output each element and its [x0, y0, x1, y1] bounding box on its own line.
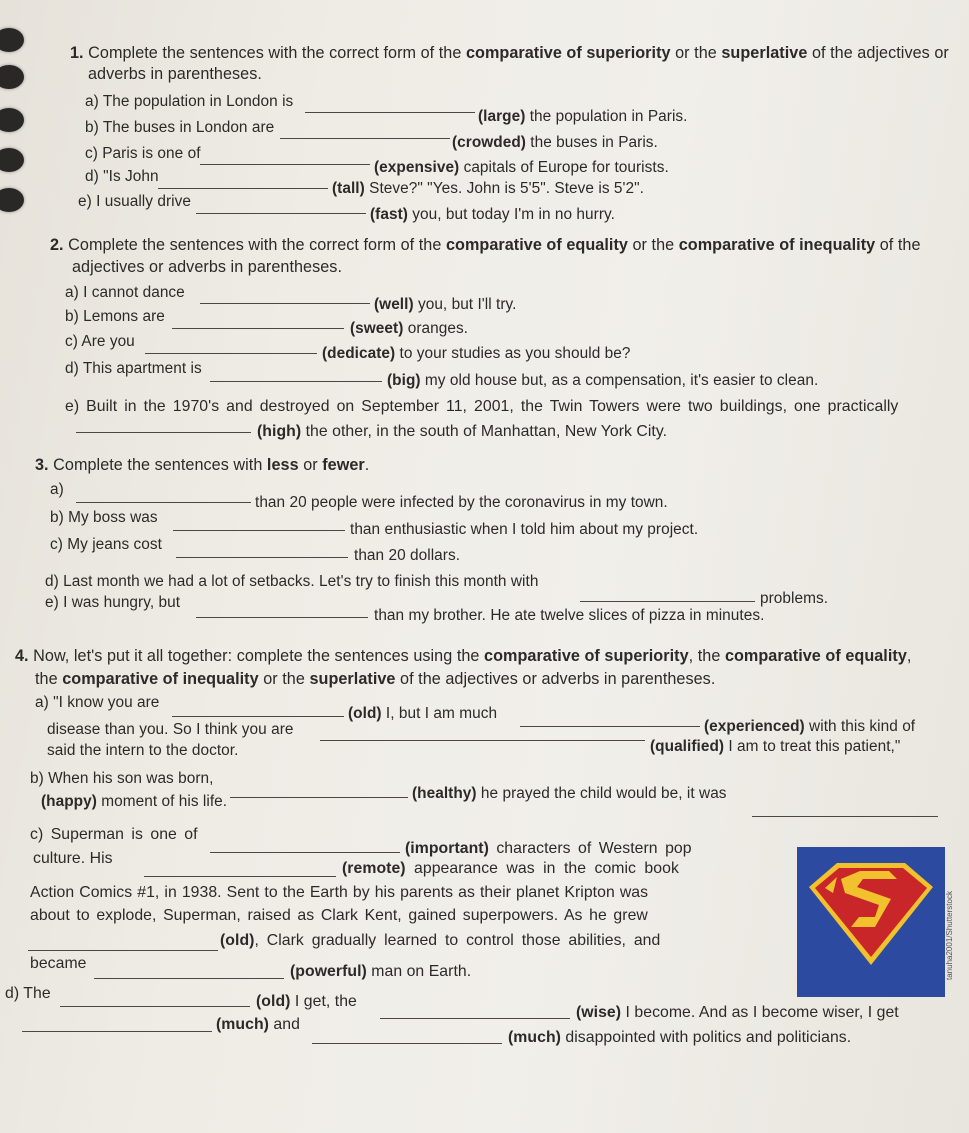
image-credit: tanuha2001/Shutterstock — [945, 891, 954, 980]
exercise-number: 2. — [50, 236, 64, 254]
sentence-3d-end: problems. — [760, 590, 829, 607]
sentence-4c: c) Superman is one of — [30, 826, 198, 843]
sentence-1a: a) The population in London is — [85, 93, 294, 110]
sentence-3b-end: than enthusiastic when I told him about my project. — [350, 521, 699, 538]
answer-blank[interactable] — [320, 740, 645, 741]
exercise-3-title: 3. Complete the sentences with less or fewer. — [35, 456, 370, 474]
answer-blank[interactable] — [172, 716, 344, 717]
answer-blank[interactable] — [752, 816, 938, 817]
sentence-2c: c) Are you — [65, 333, 135, 350]
answer-blank[interactable] — [22, 1031, 212, 1032]
sentence-4b-line2: (happy) moment of his life. — [41, 793, 228, 810]
sentence-1d: d) "Is John — [85, 168, 159, 185]
answer-blank[interactable] — [176, 557, 348, 558]
sentence-3c: c) My jeans cost — [50, 536, 162, 553]
sentence-1b: b) The buses in London are — [85, 119, 275, 136]
sentence-4a-mid: (old) I, but I am much — [348, 705, 498, 722]
sentence-2e: e) Built in the 1970's and destroyed on September 11, 2001, the Twin Towers were two buildings, one practically — [65, 398, 899, 415]
sentence-4c-line6-end: (powerful) man on Earth. — [290, 963, 472, 980]
sentence-4d-line2-end: (much) disappointed with politics and politicians. — [508, 1029, 852, 1046]
answer-blank[interactable] — [145, 353, 317, 354]
sentence-1b-end: (crowded) the buses in Paris. — [452, 134, 658, 151]
answer-blank[interactable] — [520, 726, 700, 727]
answer-blank[interactable] — [94, 978, 284, 979]
sentence-2a-end: (well) you, but I'll try. — [374, 296, 517, 313]
sentence-1e-end: (fast) you, but today I'm in no hurry. — [370, 206, 615, 223]
sentence-2b: b) Lemons are — [65, 308, 165, 325]
superman-shield-icon — [797, 847, 945, 997]
sentence-2e-end: (high) the other, in the south of Manhattan, New York City. — [257, 423, 668, 440]
sentence-4d: d) The — [5, 985, 51, 1002]
answer-blank[interactable] — [280, 138, 450, 139]
exercise-number: 1. — [70, 44, 84, 62]
answer-blank[interactable] — [28, 950, 218, 951]
answer-blank[interactable] — [210, 381, 382, 382]
answer-blank[interactable] — [173, 530, 345, 531]
sentence-1c-end: (expensive) capitals of Europe for tourists. — [374, 159, 669, 176]
sentence-3a-end: than 20 people were infected by the coronavirus in my town. — [255, 494, 668, 511]
answer-blank[interactable] — [312, 1043, 502, 1044]
sentence-4c-line2: culture. His — [33, 850, 113, 867]
sentence-4a: a) "I know you are — [35, 694, 160, 711]
sentence-4d-mid: (old) I get, the — [256, 993, 357, 1010]
sentence-3a: a) — [50, 481, 64, 498]
answer-blank[interactable] — [200, 164, 370, 165]
exercise-1-title: 1. Complete the sentences with the correct form of the comparative of superiority or the superlative of the adjectives or — [70, 44, 949, 62]
answer-blank[interactable] — [60, 1006, 250, 1007]
sentence-4b-mid: (healthy) he prayed the child would be, it was — [412, 785, 727, 802]
exercise-4-title: 4. Now, let's put it all together: complete the sentences using the comparative of superiority, the comparative of equality, — [15, 647, 912, 665]
sentence-4c-line2-end: (remote) appearance was in the comic book — [342, 860, 679, 877]
answer-blank[interactable] — [76, 502, 251, 503]
answer-blank[interactable] — [196, 213, 366, 214]
answer-blank[interactable] — [305, 112, 475, 113]
sentence-4c-end: (important) characters of Western pop — [405, 840, 692, 857]
exercise-number: 4. — [15, 647, 29, 665]
sentence-4c-line5: (old), Clark gradually learned to control those abilities, and — [220, 932, 661, 949]
sentence-4c-line6: became — [30, 955, 87, 972]
sentence-3c-end: than 20 dollars. — [354, 547, 461, 564]
answer-blank[interactable] — [210, 852, 400, 853]
sentence-2a: a) I cannot dance — [65, 284, 185, 301]
sentence-2d: d) This apartment is — [65, 360, 202, 377]
answer-blank[interactable] — [158, 188, 328, 189]
sentence-4c-line3: Action Comics #1, in 1938. Sent to the Earth by his parents as their planet Kripton was — [30, 884, 649, 901]
sentence-3e: e) I was hungry, but — [45, 594, 181, 611]
answer-blank[interactable] — [196, 617, 368, 618]
sentence-4c-line4: about to explode, Superman, raised as Clark Kent, gained superpowers. As he grew — [30, 907, 648, 924]
exercise-4-title-line2: the comparative of inequality or the superlative of the adjectives or adverbs in parentheses. — [35, 670, 716, 688]
sentence-4a-line2: disease than you. So I think you are — [47, 721, 294, 738]
sentence-1d-end: (tall) Steve?" "Yes. John is 5'5". Steve is 5'2". — [332, 180, 644, 197]
sentence-4b: b) When his son was born, — [30, 770, 214, 787]
sentence-2d-end: (big) my old house but, as a compensation, it's easier to clean. — [387, 372, 819, 389]
answer-blank[interactable] — [380, 1018, 570, 1019]
sentence-3e-end: than my brother. He ate twelve slices of pizza in minutes. — [374, 607, 765, 624]
sentence-4d-line2: (much) and — [216, 1016, 300, 1033]
sentence-1e: e) I usually drive — [78, 193, 191, 210]
answer-blank[interactable] — [76, 432, 251, 433]
answer-blank[interactable] — [200, 303, 370, 304]
sentence-4a-line3: said the intern to the doctor. — [47, 742, 239, 759]
exercise-1-title-line2: adverbs in parentheses. — [88, 65, 262, 83]
sentence-2c-end: (dedicate) to your studies as you should be? — [322, 345, 631, 362]
sentence-2b-end: (sweet) oranges. — [350, 320, 469, 337]
sentence-3b: b) My boss was — [50, 509, 158, 526]
answer-blank[interactable] — [230, 797, 408, 798]
sentence-4a-line2-end: (qualified) I am to treat this patient," — [650, 738, 901, 755]
sentence-4a-end: (experienced) with this kind of — [704, 718, 916, 735]
sentence-4d-end: (wise) I become. And as I become wiser, I get — [576, 1004, 899, 1021]
sentence-1c: c) Paris is one of — [85, 145, 201, 162]
sentence-1a-end: (large) the population in Paris. — [478, 108, 688, 125]
superman-logo-image — [797, 847, 945, 997]
exercise-2-title: 2. Complete the sentences with the correct form of the comparative of equality or the comparative of inequality of the — [50, 236, 921, 254]
answer-blank[interactable] — [580, 601, 755, 602]
answer-blank[interactable] — [144, 876, 336, 877]
exercise-number: 3. — [35, 456, 49, 474]
sentence-3d: d) Last month we had a lot of setbacks. Let's try to finish this month with — [45, 573, 539, 590]
exercise-2-title-line2: adjectives or adverbs in parentheses. — [72, 258, 342, 276]
answer-blank[interactable] — [172, 328, 344, 329]
